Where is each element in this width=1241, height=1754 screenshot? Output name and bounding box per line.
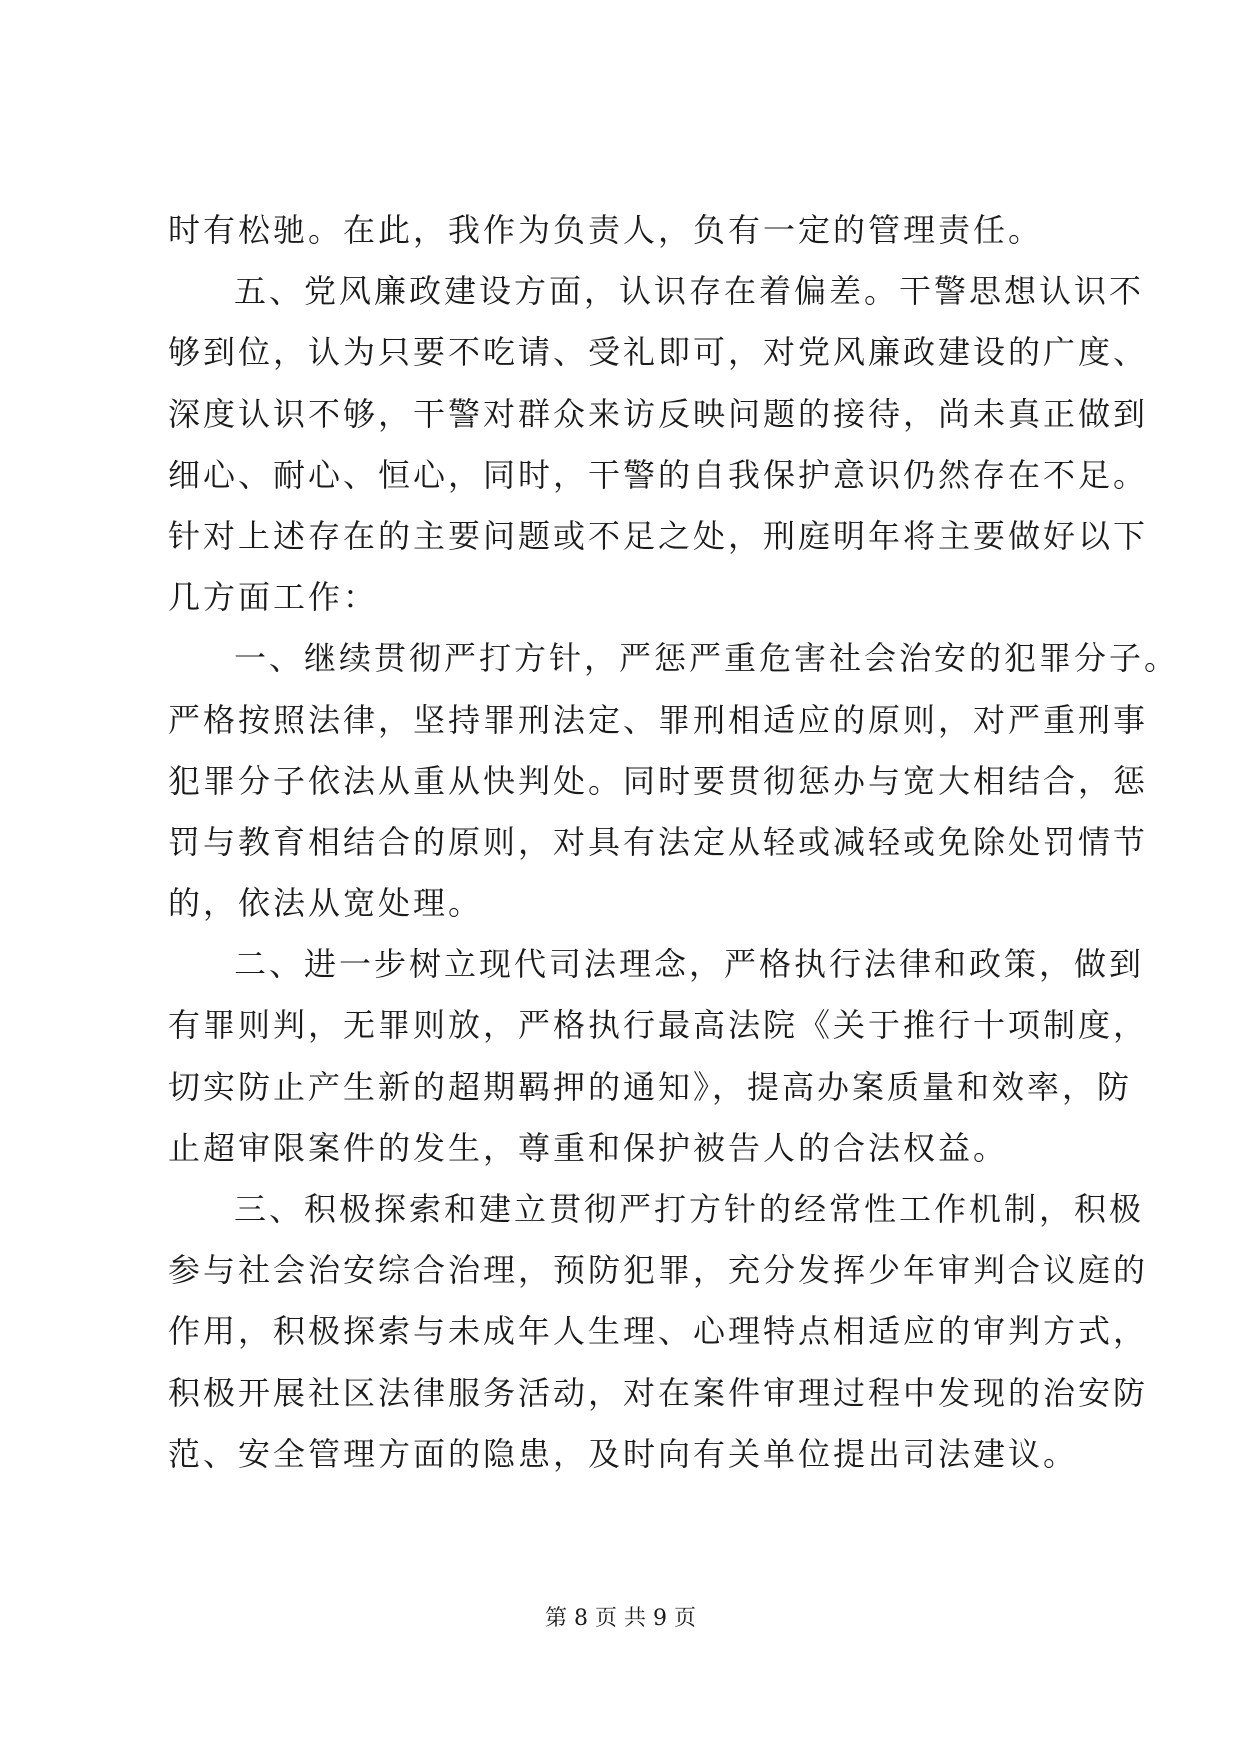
text-line: 止超审限案件的发生，尊重和保护被告人的合法权益。 [168, 1128, 1009, 1167]
text-line: 三、积极探索和建立贯彻严打方针的经常性工作机制，积极 [234, 1190, 1145, 1228]
text-line: 罚与教育相结合的原则，对具有法定从轻或减轻或免除处罚情节 [168, 822, 1149, 861]
text-line: 范、安全管理方面的隐患，及时向有关单位提出司法建议。 [168, 1434, 1079, 1473]
text-line: 时有松驰。在此，我作为负责人，负有一定的管理责任。 [168, 211, 1044, 249]
text-line: 的，依法从宽处理。 [168, 884, 484, 923]
text-line: 针对上述存在的主要问题或不足之处，刑庭明年将主要做好以下 [168, 516, 1149, 555]
text-line: 够到位，认为只要不吃请、受礼即可，对党风廉政建设的广度、 [168, 333, 1149, 372]
text-line: 作用，积极探索与未成年人生理、心理特点相适应的审判方式， [168, 1312, 1149, 1351]
text-line: 有罪则判，无罪则放，严格执行最高法院《关于推行十项制度， [168, 1006, 1149, 1045]
text-line: 细心、耐心、恒心，同时，干警的自我保护意识仍然存在不足。 [168, 455, 1149, 494]
text-line: 深度认识不够，干警对群众来访反映问题的接待，尚未真正做到 [168, 394, 1149, 433]
text-line: 积极开展社区法律服务活动，对在案件审理过程中发现的治安防 [168, 1373, 1149, 1412]
text-line: 严格按照法律，坚持罪刑法定、罪刑相适应的原则，对严重刑事 [168, 700, 1149, 739]
text-line: 犯罪分子依法从重从快判处。同时要贯彻惩办与宽大相结合，惩 [168, 761, 1149, 800]
text-line: 五、党风廉政建设方面，认识存在着偏差。干警思想认识不 [234, 272, 1145, 311]
page-number-footer: 第 8 页 共 9 页 [545, 1606, 696, 1631]
text-line: 一、继续贯彻严打方针，严惩严重危害社会治安的犯罪分子。 [234, 639, 1180, 678]
body-text [168, 200, 1180, 1485]
text-line: 参与社会治安综合治理，预防犯罪，充分发挥少年审判合议庭的 [168, 1251, 1149, 1290]
text-line: 二、进一步树立现代司法理念，严格执行法律和政策，做到 [234, 945, 1145, 984]
text-line: 切实防止产生新的超期羁押的通知》，提高办案质量和效率，防 [168, 1067, 1133, 1106]
text-line: 几方面工作： [168, 578, 379, 617]
